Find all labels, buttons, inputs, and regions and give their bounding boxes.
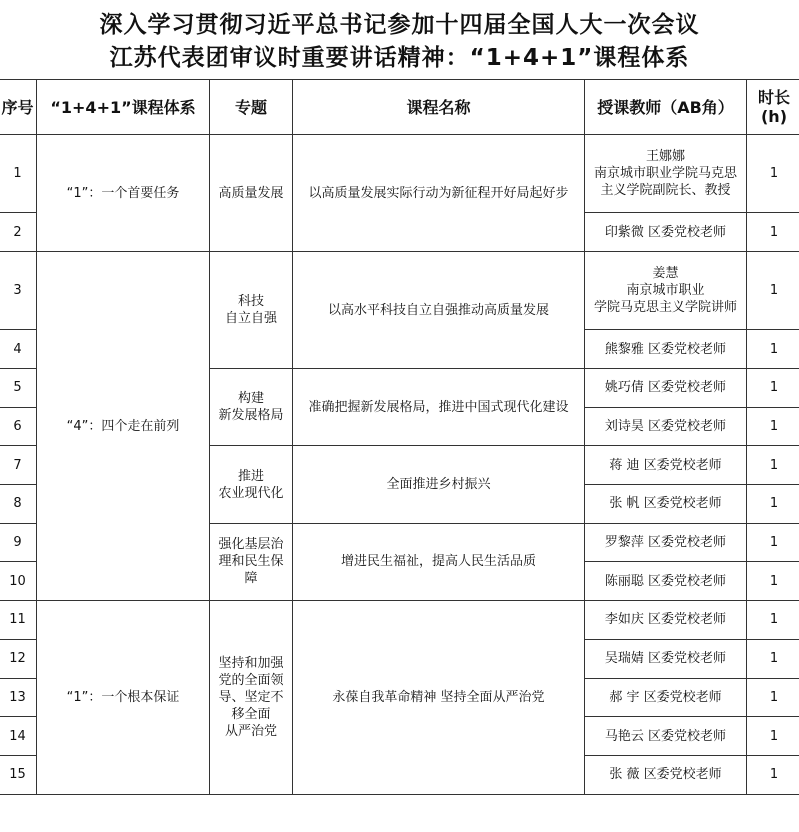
course-table [0, 79, 799, 795]
hours-cell: 1 [747, 523, 799, 562]
hours-cell: 1 [747, 562, 799, 601]
seq-cell: 10 [0, 562, 37, 601]
hours-cell: 1 [747, 446, 799, 485]
topic-cell: 推进 农业现代化 [210, 446, 293, 523]
topic-cell: 科技 自立自强 [210, 252, 293, 369]
hours-cell: 1 [747, 369, 799, 408]
course-cell: 增进民生福祉，提高人民生活品质 [293, 523, 585, 600]
hours-cell: 1 [747, 755, 799, 794]
seq-cell: 1 [0, 135, 37, 213]
seq-cell: 14 [0, 717, 37, 756]
header-topic: 专题 [210, 80, 293, 135]
teacher-cell: 张 薇 区委党校老师 [585, 755, 747, 794]
hours-cell: 1 [747, 485, 799, 524]
course-cell: 以高质量发展实际行动为新征程开好局起好步 [293, 135, 585, 252]
header-course: 课程名称 [293, 80, 585, 135]
hours-cell: 1 [747, 717, 799, 756]
header-row [0, 80, 799, 135]
group-cell: “1”：一个首要任务 [37, 135, 210, 252]
teacher-cell: 姜慧 南京城市职业 学院马克思主义学院讲师 [585, 252, 747, 330]
seq-cell: 13 [0, 678, 37, 717]
hours-cell: 1 [747, 252, 799, 330]
seq-cell: 15 [0, 755, 37, 794]
teacher-cell: 陈丽聪 区委党校老师 [585, 562, 747, 601]
seq-cell: 4 [0, 330, 37, 369]
teacher-cell: 熊黎雅 区委党校老师 [585, 330, 747, 369]
title-line-2: 江苏代表团审议时重要讲话精神：“1+4+1”课程体系 [109, 45, 690, 71]
table-row [0, 135, 799, 213]
header-duration: 时长 (h) [747, 80, 799, 135]
table-row [0, 252, 799, 330]
teacher-cell: 刘诗昊 区委党校老师 [585, 407, 747, 446]
teacher-cell: 印紫微 区委党校老师 [585, 213, 747, 252]
course-cell: 准确把握新发展格局，推进中国式现代化建设 [293, 369, 585, 446]
topic-cell: 强化基层治 理和民生保 障 [210, 523, 293, 600]
header-seq: 序号 [0, 80, 37, 135]
topic-cell: 构建 新发展格局 [210, 369, 293, 446]
group-cell: “1”：一个根本保证 [37, 601, 210, 794]
teacher-cell: 罗黎萍 区委党校老师 [585, 523, 747, 562]
hours-cell: 1 [747, 135, 799, 213]
header-system: “1+4+1”课程体系 [37, 80, 210, 135]
hours-cell: 1 [747, 601, 799, 640]
teacher-cell: 郝 宇 区委党校老师 [585, 678, 747, 717]
title-line-1: 深入学习贯彻习近平总书记参加十四届全国人大一次会议 [99, 12, 700, 38]
teacher-cell: 李如庆 区委党校老师 [585, 601, 747, 640]
course-cell: 以高水平科技自立自强推动高质量发展 [293, 252, 585, 369]
teacher-cell: 王娜娜 南京城市职业学院马克思 主义学院副院长、教授 [585, 135, 747, 213]
seq-cell: 8 [0, 485, 37, 524]
seq-cell: 3 [0, 252, 37, 330]
hours-cell: 1 [747, 639, 799, 678]
seq-cell: 5 [0, 369, 37, 408]
seq-cell: 9 [0, 523, 37, 562]
group-cell: “4”：四个走在前列 [37, 252, 210, 601]
seq-cell: 2 [0, 213, 37, 252]
hours-cell: 1 [747, 330, 799, 369]
seq-cell: 11 [0, 601, 37, 640]
hours-cell: 1 [747, 407, 799, 446]
topic-cell: 坚持和加强 党的全面领 导、坚定不 移全面 从严治党 [210, 601, 293, 794]
table-row [0, 601, 799, 640]
hours-cell: 1 [747, 213, 799, 252]
teacher-cell: 张 帆 区委党校老师 [585, 485, 747, 524]
seq-cell: 6 [0, 407, 37, 446]
course-cell: 全面推进乡村振兴 [293, 446, 585, 523]
header-teacher: 授课教师（AB角） [585, 80, 747, 135]
teacher-cell: 马艳云 区委党校老师 [585, 717, 747, 756]
topic-cell: 高质量发展 [210, 135, 293, 252]
teacher-cell: 姚巧倩 区委党校老师 [585, 369, 747, 408]
teacher-cell: 蒋 迪 区委党校老师 [585, 446, 747, 485]
teacher-cell: 吴瑞婧 区委党校老师 [585, 639, 747, 678]
seq-cell: 12 [0, 639, 37, 678]
seq-cell: 7 [0, 446, 37, 485]
course-cell: 永葆自我革命精神 坚持全面从严治党 [293, 601, 585, 794]
hours-cell: 1 [747, 678, 799, 717]
